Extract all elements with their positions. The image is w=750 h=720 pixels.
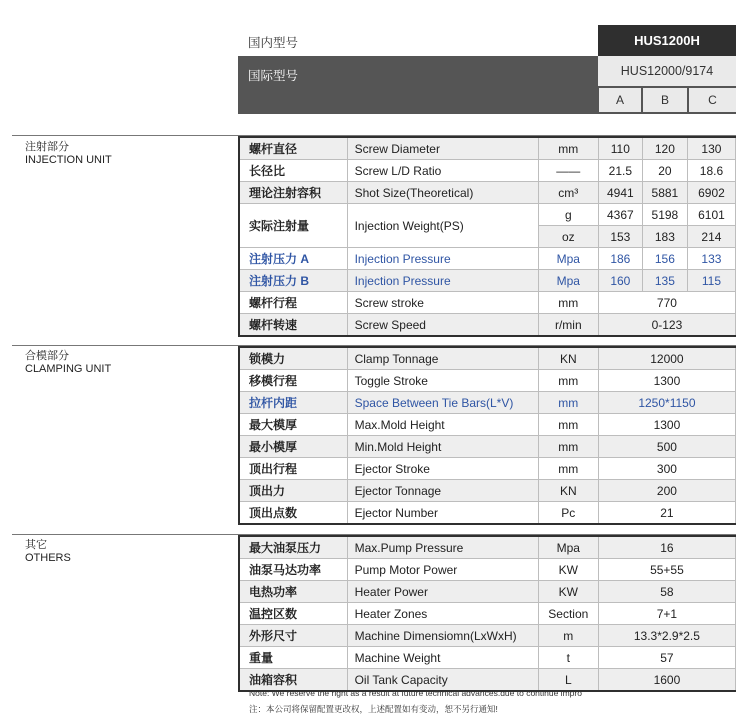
- table-row: [239, 581, 736, 603]
- row-label-en: Machine Weight: [347, 647, 538, 669]
- intl-model-value: HUS12000/9174: [598, 56, 736, 86]
- value-c: 133: [687, 248, 735, 270]
- value-b: 120: [642, 137, 687, 160]
- row-label-zh: 顶出力: [239, 480, 347, 502]
- note-chinese: 注：本公司将保留配置更改权，上述配置如有变动，恕不另行通知!: [249, 704, 498, 714]
- others-section-title: [25, 539, 71, 565]
- row-label-en: Min.Mold Height: [347, 436, 538, 458]
- value-c: 130: [687, 137, 735, 160]
- row-unit: mm: [538, 414, 598, 436]
- table-row: [239, 458, 736, 480]
- value-a: 4367: [598, 204, 642, 226]
- row-label-en: Ejector Tonnage: [347, 480, 538, 502]
- value-a: 153: [598, 226, 642, 248]
- table-row: [239, 480, 736, 502]
- row-label-zh: 移模行程: [239, 370, 347, 392]
- intl-model-label: 国际型号: [248, 69, 299, 83]
- intl-model-header: [238, 56, 736, 114]
- table-row: [239, 137, 736, 160]
- row-unit: mm: [538, 458, 598, 480]
- row-unit: t: [538, 647, 598, 669]
- value-a: 110: [598, 137, 642, 160]
- row-label-en: Ejector Number: [347, 502, 538, 525]
- row-label-zh: 注射压力 B: [239, 270, 347, 292]
- table-row: [239, 502, 736, 525]
- value-a: 160: [598, 270, 642, 292]
- row-unit: mm: [538, 137, 598, 160]
- row-unit: cm³: [538, 182, 598, 204]
- value-b: 183: [642, 226, 687, 248]
- row-label-en: Injection Pressure: [347, 270, 538, 292]
- table-row: [239, 314, 736, 337]
- value-c: 18.6: [687, 160, 735, 182]
- row-label-zh: 理论注射容积: [239, 182, 347, 204]
- value-c: 115: [687, 270, 735, 292]
- table-row: [239, 536, 736, 559]
- row-label-en: Screw stroke: [347, 292, 538, 314]
- value-c: 6902: [687, 182, 735, 204]
- value-c: 214: [687, 226, 735, 248]
- clamping-section-title: [25, 350, 111, 376]
- row-value: 300: [598, 458, 735, 480]
- table-row: [239, 414, 736, 436]
- section-title-zh: 注射部分: [25, 141, 69, 153]
- row-label-zh: 外形尺寸: [239, 625, 347, 647]
- row-value: 12000: [598, 347, 735, 370]
- row-label-en: Max.Pump Pressure: [347, 536, 538, 559]
- row-value: 58: [598, 581, 735, 603]
- row-label-zh: 螺杆行程: [239, 292, 347, 314]
- value-b: 135: [642, 270, 687, 292]
- row-unit: Mpa: [538, 270, 598, 292]
- value-b: 5881: [642, 182, 687, 204]
- row-label-en: Toggle Stroke: [347, 370, 538, 392]
- row-label-zh: 顶出行程: [239, 458, 347, 480]
- row-value: 500: [598, 436, 735, 458]
- row-unit: mm: [538, 370, 598, 392]
- row-label-en: Space Between Tie Bars(L*V): [347, 392, 538, 414]
- table-row: [239, 436, 736, 458]
- injection-spec-table: [238, 136, 736, 337]
- section-title-en: CLAMPING UNIT: [25, 363, 112, 375]
- row-label-zh: 实际注射量: [239, 204, 347, 248]
- row-label-en: Max.Mold Height: [347, 414, 538, 436]
- row-unit: ——: [538, 160, 598, 182]
- row-label-zh: 油箱容积: [239, 669, 347, 692]
- row-label-en: Screw Diameter: [347, 137, 538, 160]
- row-label-zh: 最大模厚: [239, 414, 347, 436]
- column-b-label: B: [643, 88, 687, 112]
- table-row: [239, 625, 736, 647]
- row-value: 21: [598, 502, 735, 525]
- injection-section-title: [25, 141, 112, 167]
- row-label-zh: 螺杆转速: [239, 314, 347, 337]
- table-row: [239, 270, 736, 292]
- row-unit: KN: [538, 347, 598, 370]
- row-label-en: Heater Power: [347, 581, 538, 603]
- row-unit: mm: [538, 436, 598, 458]
- domestic-model-label: 国内型号: [248, 36, 299, 50]
- section-title-zh: 其它: [25, 539, 47, 551]
- column-a-label: A: [599, 88, 641, 112]
- table-row: [239, 603, 736, 625]
- table-row: [239, 160, 736, 182]
- row-unit: L: [538, 669, 598, 692]
- section-title-zh: 合模部分: [25, 350, 69, 362]
- row-label-zh: 顶出点数: [239, 502, 347, 525]
- table-row: [239, 647, 736, 669]
- row-unit: m: [538, 625, 598, 647]
- row-label-en: Injection Weight(PS): [347, 204, 538, 248]
- row-label-en: Machine Dimensiomn(LxWxH): [347, 625, 538, 647]
- value-a: 186: [598, 248, 642, 270]
- clamping-spec-table: [238, 346, 736, 525]
- row-unit: KW: [538, 581, 598, 603]
- row-label-en: Pump Motor Power: [347, 559, 538, 581]
- row-unit: Section: [538, 603, 598, 625]
- note-english: Note: We reserve the right as a result at future technical advances.due to continue impro: [249, 688, 582, 698]
- column-c-label: C: [689, 88, 736, 112]
- value-b: 20: [642, 160, 687, 182]
- row-unit: KW: [538, 559, 598, 581]
- row-unit: KN: [538, 480, 598, 502]
- table-row: [239, 392, 736, 414]
- row-unit: Pc: [538, 502, 598, 525]
- row-unit: mm: [538, 292, 598, 314]
- value-a: 4941: [598, 182, 642, 204]
- row-unit: r/min: [538, 314, 598, 337]
- row-label-en: Shot Size(Theoretical): [347, 182, 538, 204]
- domestic-model-value: HUS1200H: [598, 25, 736, 56]
- others-spec-table: [238, 535, 736, 692]
- value-b: 156: [642, 248, 687, 270]
- row-unit: oz: [538, 226, 598, 248]
- row-value: 1300: [598, 414, 735, 436]
- model-header: [238, 25, 736, 56]
- row-value: 16: [598, 536, 735, 559]
- row-label-en: Heater Zones: [347, 603, 538, 625]
- row-unit: g: [538, 204, 598, 226]
- row-label-zh: 温控区数: [239, 603, 347, 625]
- row-label-en: Oil Tank Capacity: [347, 669, 538, 692]
- table-row: [239, 248, 736, 270]
- row-label-en: Screw L/D Ratio: [347, 160, 538, 182]
- row-label-en: Screw Speed: [347, 314, 538, 337]
- row-label-zh: 注射压力 A: [239, 248, 347, 270]
- section-title-en: INJECTION UNIT: [25, 154, 112, 166]
- value-b: 5198: [642, 204, 687, 226]
- row-label-en: Ejector Stroke: [347, 458, 538, 480]
- table-row: [239, 182, 736, 204]
- row-value: 7+1: [598, 603, 735, 625]
- table-row: [239, 347, 736, 370]
- row-value: 1300: [598, 370, 735, 392]
- row-label-zh: 最大油泵压力: [239, 536, 347, 559]
- row-value: 13.3*2.9*2.5: [598, 625, 735, 647]
- row-value: 0-123: [598, 314, 735, 337]
- section-title-en: OTHERS: [25, 552, 71, 564]
- row-unit: Mpa: [538, 248, 598, 270]
- row-unit: mm: [538, 392, 598, 414]
- row-value: 55+55: [598, 559, 735, 581]
- row-label-en: Clamp Tonnage: [347, 347, 538, 370]
- row-label-zh: 油泵马达功率: [239, 559, 347, 581]
- row-label-zh: 锁模力: [239, 347, 347, 370]
- row-label-zh: 电热功率: [239, 581, 347, 603]
- row-value: 1250*1150: [598, 392, 735, 414]
- value-c: 6101: [687, 204, 735, 226]
- row-label-zh: 最小模厚: [239, 436, 347, 458]
- table-row: [239, 204, 736, 226]
- row-value: 200: [598, 480, 735, 502]
- row-value: 57: [598, 647, 735, 669]
- row-label-zh: 重量: [239, 647, 347, 669]
- row-value: 770: [598, 292, 735, 314]
- table-row: [239, 370, 736, 392]
- row-label-en: Injection Pressure: [347, 248, 538, 270]
- row-value: 1600: [598, 669, 735, 692]
- table-row: [239, 292, 736, 314]
- value-a: 21.5: [598, 160, 642, 182]
- row-label-zh: 长径比: [239, 160, 347, 182]
- row-unit: Mpa: [538, 536, 598, 559]
- row-label-zh: 螺杆直径: [239, 137, 347, 160]
- row-label-zh: 拉杆内距: [239, 392, 347, 414]
- table-row: [239, 559, 736, 581]
